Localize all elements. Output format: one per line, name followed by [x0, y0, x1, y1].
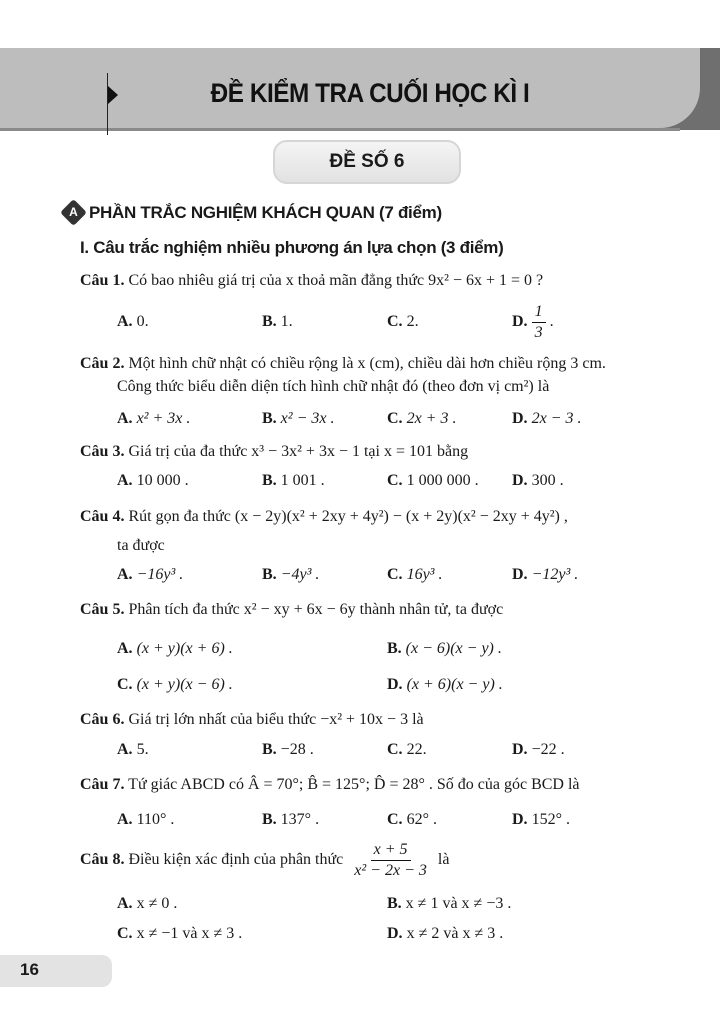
option-a: [117, 566, 183, 584]
option-text: 1 000 000 .: [406, 472, 479, 489]
option-d: [512, 811, 570, 829]
option-letter: B.: [387, 895, 402, 912]
option-text: 2x + 3 .: [406, 410, 457, 427]
option-letter: A.: [117, 741, 133, 758]
option-letter: D.: [512, 741, 528, 758]
option-text: 62° .: [406, 811, 437, 828]
option-b: [387, 895, 511, 913]
option-c: [387, 313, 419, 331]
option-text: −16y³ .: [136, 566, 184, 583]
option-letter: C.: [387, 811, 403, 828]
option-text: (x + y)(x + 6) .: [136, 640, 233, 657]
option-text: −28 .: [280, 741, 314, 758]
option-letter: D.: [512, 472, 528, 489]
option-text: 1 001 .: [280, 472, 325, 489]
option-c: [117, 925, 242, 943]
triangle-arrow-icon: [108, 86, 118, 104]
option-a: [117, 313, 149, 331]
question-label: Câu 3.: [80, 443, 125, 460]
option-text: −4y³ .: [280, 566, 320, 583]
question-stem: Điều kiện xác định của phân thức: [128, 851, 344, 869]
question-label: Câu 1.: [80, 272, 125, 289]
question-stem: Giá trị của đa thức x³ − 3x² + 3x − 1 tại x = 101 bằng: [128, 443, 469, 460]
option-b: [262, 472, 325, 490]
option-letter: C.: [387, 472, 403, 489]
option-letter: C.: [117, 676, 133, 693]
option-d: [512, 302, 554, 343]
option-text: x² + 3x .: [136, 410, 191, 427]
exam-number-badge: ĐỀ SỐ 6: [273, 140, 461, 184]
option-c: [117, 676, 233, 694]
option-letter: D.: [387, 676, 403, 693]
question-1: [80, 272, 543, 290]
option-text: 2x − 3 .: [531, 410, 582, 427]
option-letter: A.: [117, 472, 133, 489]
question-stem: Có bao nhiêu giá trị của x thoả mãn đẳng thức 9x² − 6x + 1 = 0 ?: [128, 272, 544, 289]
option-d: [512, 566, 578, 584]
option-text: (x + 6)(x − y) .: [406, 676, 503, 693]
option-b: [262, 410, 334, 428]
option-text: −12y³ .: [531, 566, 579, 583]
question-stem: Giá trị lớn nhất của biểu thức −x² + 10x − 3 là: [128, 711, 424, 728]
option-letter: D.: [512, 410, 528, 427]
option-letter: B.: [387, 640, 402, 657]
option-letter: D.: [512, 566, 528, 583]
question-stem: Một hình chữ nhật có chiều rộng là x (cm), chiều dài hơn chiều rộng 3 cm.: [128, 355, 606, 372]
question-2: [80, 355, 606, 373]
page-number: 16: [20, 960, 39, 979]
option-letter: C.: [117, 925, 133, 942]
option-letter: C.: [387, 566, 403, 583]
option-text: 152° .: [531, 811, 570, 828]
option-text: 10 000 .: [136, 472, 189, 489]
option-letter: C.: [387, 410, 403, 427]
question-stem: Rút gọn đa thức (x − 2y)(x² + 2xy + 4y²) − (x + 2y)(x² − 2xy + 4y²) ,: [128, 508, 568, 525]
option-text: x ≠ 1 và x ≠ −3 .: [405, 895, 512, 912]
question-label: Câu 2.: [80, 355, 125, 372]
question-stem-end: là: [437, 851, 450, 869]
option-letter: C.: [387, 741, 403, 758]
numerator: 1: [532, 302, 546, 323]
option-d: [387, 925, 503, 943]
fraction: [351, 840, 430, 881]
option-text: x ≠ 0 .: [136, 895, 178, 912]
option-text: 22.: [406, 741, 427, 758]
option-letter: C.: [387, 313, 403, 330]
question-label: Câu 8.: [80, 851, 125, 869]
question-stem: Tứ giác ABCD có Â = 70°; B̂ = 125°; D̂ = 28° . Số đo của góc BCD là: [128, 776, 580, 793]
option-a: [117, 895, 177, 913]
option-letter: D.: [512, 313, 528, 331]
option-text: −22 .: [531, 741, 565, 758]
option-text: 137° .: [280, 811, 320, 828]
question-stem: Phân tích đa thức x² − xy + 6x − 6y thành nhân tử, ta được: [128, 601, 504, 618]
question-label: Câu 5.: [80, 601, 125, 618]
question-5: [80, 601, 503, 619]
option-c: [387, 410, 456, 428]
option-letter: B.: [262, 472, 277, 489]
option-d: [512, 472, 564, 490]
option-text: 0.: [136, 313, 149, 330]
option-letter: B.: [262, 410, 277, 427]
option-text: x ≠ 2 và x ≠ 3 .: [406, 925, 504, 942]
option-text: x² − 3x .: [280, 410, 335, 427]
denominator: 3: [534, 324, 543, 341]
option-c: [387, 811, 437, 829]
question-3: [80, 443, 468, 461]
option-text: x ≠ −1 và x ≠ 3 .: [136, 925, 243, 942]
section-a-title: PHẦN TRẮC NGHIỆM KHÁCH QUAN (7 điểm): [89, 203, 442, 222]
option-letter: D.: [387, 925, 403, 942]
section-i-title: I. Câu trắc nghiệm nhiều phương án lựa chọn (3 điểm): [80, 238, 504, 257]
option-a: [117, 741, 149, 759]
page-number-tab: [0, 955, 112, 987]
question-7: [80, 776, 580, 794]
option-c: [387, 472, 479, 490]
numerator: x + 5: [371, 840, 411, 861]
option-c: [387, 741, 427, 759]
option-text: 1.: [280, 313, 293, 330]
question-2-line-2: Công thức biểu diễn diện tích hình chữ nhật đó (theo đơn vị cm²) là: [117, 378, 550, 395]
option-b: [262, 313, 293, 331]
denominator: x² − 2x − 3: [354, 862, 427, 879]
option-a: [117, 410, 190, 428]
option-b: [387, 640, 502, 658]
option-text: 300 .: [531, 472, 564, 489]
option-text: (x − 6)(x − y) .: [405, 640, 502, 657]
option-letter: D.: [512, 811, 528, 828]
option-letter: A.: [117, 313, 133, 330]
option-a: [117, 472, 189, 490]
question-label: Câu 7.: [80, 776, 125, 793]
option-c: [387, 566, 442, 584]
option-d: [512, 410, 581, 428]
option-text: 5.: [136, 741, 149, 758]
option-letter: A.: [117, 410, 133, 427]
question-4-line-2: ta được: [117, 537, 165, 554]
question-label: Câu 4.: [80, 508, 125, 525]
option-text: 16y³ .: [406, 566, 443, 583]
question-4: [80, 508, 568, 526]
option-b: [262, 811, 319, 829]
header-shadow: [0, 128, 680, 131]
option-b: [262, 566, 319, 584]
option-letter: B.: [262, 566, 277, 583]
option-text: .: [549, 313, 554, 331]
option-a: [117, 811, 174, 829]
option-letter: B.: [262, 741, 277, 758]
option-text: 110° .: [136, 811, 175, 828]
option-letter: A.: [117, 811, 133, 828]
fraction: [532, 302, 546, 343]
option-letter: B.: [262, 811, 277, 828]
option-text: (x + y)(x − 6) .: [136, 676, 233, 693]
question-label: Câu 6.: [80, 711, 125, 728]
option-a: [117, 640, 233, 658]
option-text: 2.: [406, 313, 419, 330]
option-letter: B.: [262, 313, 277, 330]
option-d: [512, 741, 565, 759]
section-badge-letter: A: [69, 205, 78, 219]
option-letter: A.: [117, 640, 133, 657]
question-6: [80, 711, 424, 729]
page-title: ĐỀ KIỂM TRA CUỐI HỌC KÌ I: [210, 78, 530, 108]
option-b: [262, 741, 314, 759]
header-divider: [107, 73, 108, 135]
question-8: [80, 840, 449, 881]
option-letter: A.: [117, 895, 133, 912]
option-letter: A.: [117, 566, 133, 583]
option-d: [387, 676, 503, 694]
